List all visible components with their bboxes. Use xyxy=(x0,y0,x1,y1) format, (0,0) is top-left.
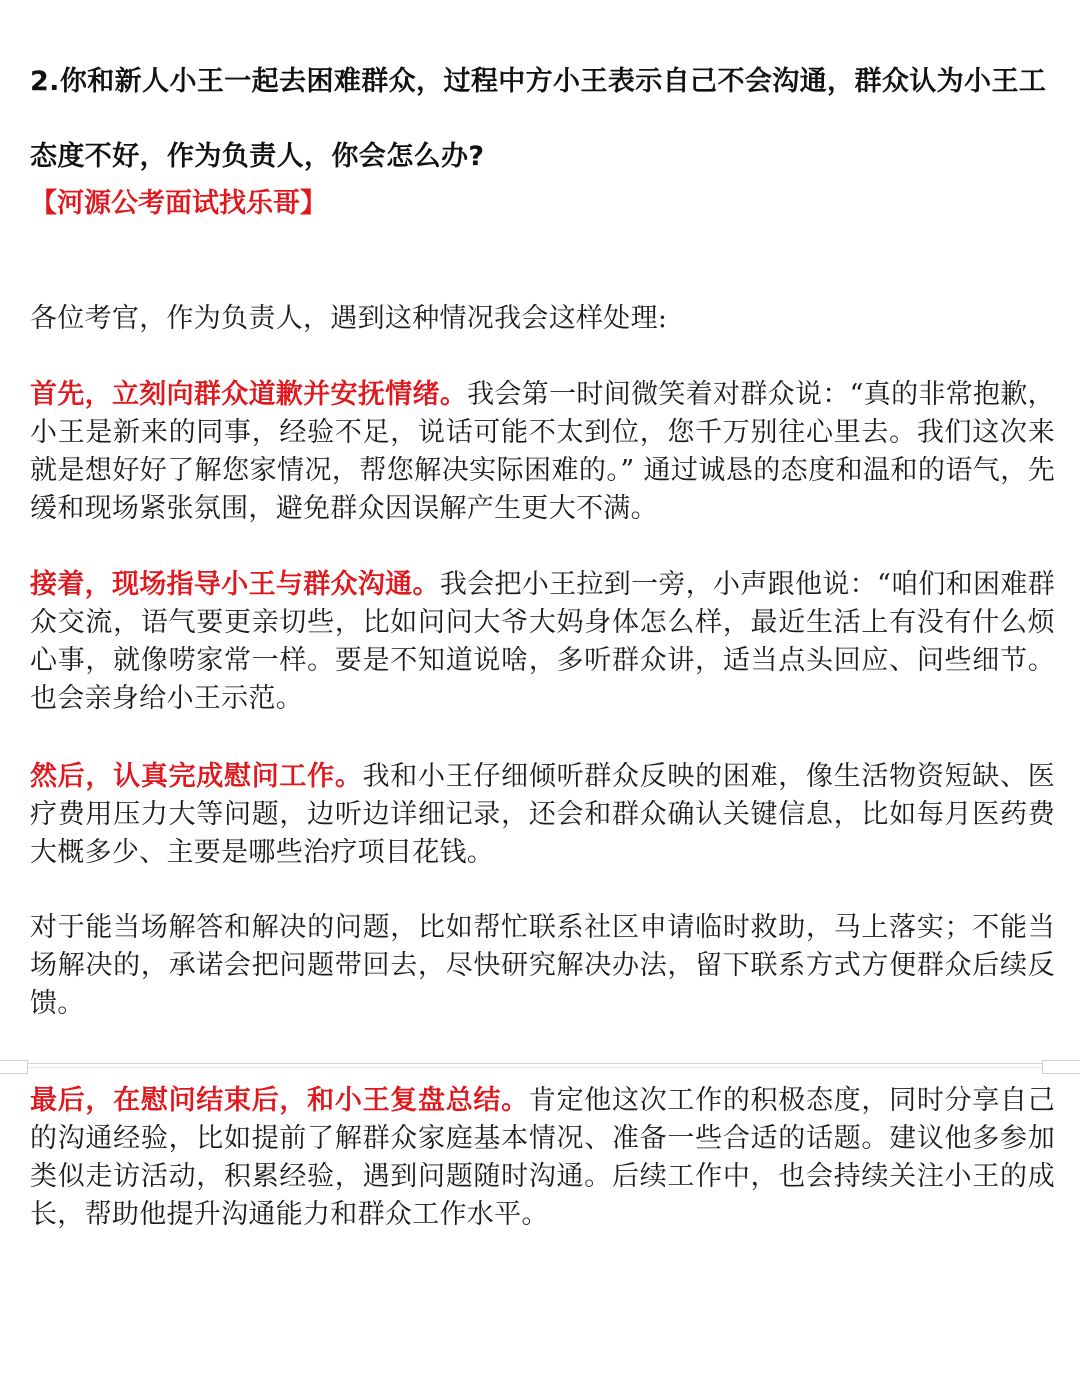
paragraph-lead: 接着，现场指导小王与群众沟通。 xyxy=(30,569,440,600)
question-heading: 2.你和新人小王一起去困难群众，过程中方小王表示自己不会沟通，群众认为小王工态度不好，作为负责人，你会怎么办? xyxy=(30,66,1047,172)
divider-line xyxy=(28,1067,1042,1068)
divider-line xyxy=(28,1063,1042,1064)
paragraph-lead: 最后，在慰问结束后，和小王复盘总结。 xyxy=(30,1085,529,1116)
paragraph-last xyxy=(30,1082,1055,1234)
page-corner-right xyxy=(1042,1060,1080,1074)
paragraph-second xyxy=(30,566,1055,718)
paragraph-body: 对于能当场解答和解决的问题，比如帮忙联系社区申请临时救助，马上落实；不能当场解决的，承诺会把问题带回去，尽快研究解决办法，留下联系方式方便群众后续反馈。 xyxy=(30,912,1055,1019)
author-tag: 【河源公考面试找乐哥】 xyxy=(30,188,327,219)
paragraph-body: 我会第一时间微笑着对群众说：“真的非常抱歉，小王是新来的同事，经验不足，说话可能不太到位，您千万别往心里去。我们这次来就是想好好了解您家情况，帮您解决实际困难的。” 通过诚恳的态度和温和的语气，先缓和现场紧张氛围，避免群众因误解产生更大不满。 xyxy=(30,379,1055,524)
paragraph-lead: 然后，认真完成慰问工作。 xyxy=(30,761,363,792)
paragraph-fourth xyxy=(30,909,1055,1023)
paragraph-first xyxy=(30,376,1055,528)
paragraph-body: 肯定他这次工作的积极态度，同时分享自己的沟通经验，比如提前了解群众家庭基本情况、准备一些合适的话题。建议他多参加类似走访活动，积累经验，遇到问题随时沟通。后续工作中，也会持续关注小王的成长，帮助他提升沟通能力和群众工作水平。 xyxy=(30,1085,1056,1230)
paragraph-body: 我和小王仔细倾听群众反映的困难，像生活物资短缺、医疗费用压力大等问题，边听边详细记录，还会和群众确认关键信息，比如每月医药费大概多少、主要是哪些治疗项目花钱。 xyxy=(30,761,1056,868)
page-corner-left xyxy=(0,1060,28,1074)
intro-paragraph: 各位考官，作为负责人，遇到这种情况我会这样处理: xyxy=(30,303,668,334)
paragraph-lead: 首先，立刻向群众道歉并安抚情绪。 xyxy=(30,379,468,410)
paragraph-body: 我会把小王拉到一旁，小声跟他说：“咱们和困难群众交流，语气要更亲切些，比如问问大爷大妈身体怎么样，最近生活上有没有什么烦心事，就像唠家常一样。要是不知道说啥，多听群众讲，适当点头回应、问些细节。也会亲身给小王示范。 xyxy=(30,569,1056,714)
paragraph-third xyxy=(30,758,1055,872)
page-break-divider xyxy=(0,1056,1080,1080)
